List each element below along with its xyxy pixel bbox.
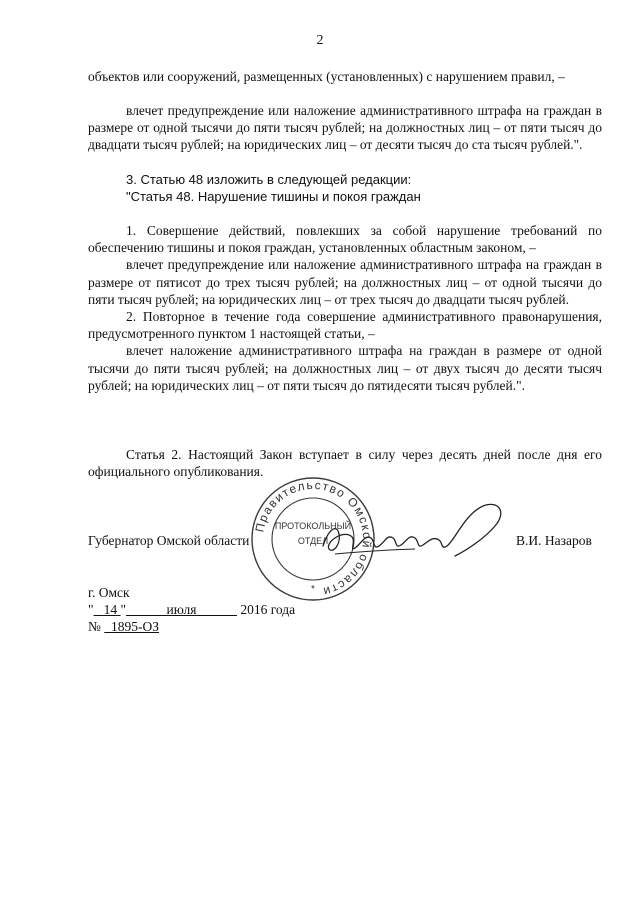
governor-name: В.И. Назаров bbox=[516, 533, 592, 548]
handwritten-signature bbox=[315, 494, 515, 569]
date-month bbox=[126, 602, 237, 617]
paragraph-7: 2. Повторное в течение года совершение административного правонарушения, предусмотренного пунктом 1 настоящей статьи, – bbox=[88, 309, 602, 342]
paragraph-1: объектов или сооружений, размещенных (установленных) с нарушением правил, – bbox=[88, 69, 565, 84]
governor-title: Губернатор Омской области bbox=[88, 533, 250, 548]
paragraph-3: 3. Статью 48 изложить в следующей редакции: bbox=[126, 172, 412, 187]
stamp-ring-text: Правительство Омской области bbox=[252, 477, 375, 600]
date-quote-open: " bbox=[88, 602, 94, 617]
article-2-paragraph: Статья 2. Настоящий Закон вступает в силу через десять дней после дня его официального опубликования. bbox=[88, 447, 602, 480]
law-number-value bbox=[104, 619, 159, 634]
penalty-block-1 bbox=[88, 102, 602, 154]
article-48-heading: "Статья 48. Нарушение тишины и покоя граждан bbox=[126, 189, 421, 205]
stamp-center-line2: ОТДЕЛ bbox=[297, 536, 329, 546]
law-number-prefix: № bbox=[88, 619, 101, 634]
paragraph-6: влечет предупреждение или наложение административного штрафа на граждан в размере от пятисот до трех тысяч рублей; на должностных лиц – от одной тысячи до пяти тысяч рублей; на юридических лиц – от трех тысяч до двадцати тысяч рублей. bbox=[88, 257, 602, 307]
paragraph-2: влечет предупреждение или наложение административного штрафа на граждан в размере от одной тысячи до пяти тысяч рублей; на должностных лиц – от пяти тысяч до двадцати тысяч рублей; на юридических лиц – от десяти тысяч до ста тысяч рублей.". bbox=[88, 103, 602, 153]
stamp-star: * bbox=[311, 584, 315, 595]
signing-city: г. Омск bbox=[88, 585, 130, 600]
article-48-body bbox=[88, 222, 602, 394]
law-number-text: 1895-ОЗ bbox=[111, 619, 160, 634]
stamp-center-line1: ПРОТОКОЛЬНЫЙ bbox=[274, 521, 352, 531]
law-number bbox=[88, 618, 295, 635]
paragraph-8: влечет наложение административного штрафа на граждан в размере от одной тысячи до пяти тысяч рублей; на должностных лиц – от двух тысяч до десяти тысяч рублей; на юридических лиц – от пяти тысяч до пятидесяти тысяч рублей.". bbox=[88, 343, 602, 393]
paragraph-5: 1. Совершение действий, повлекших за собой нарушение требований по обеспечению тишины и покоя граждан, установленных областным законом, – bbox=[88, 223, 602, 256]
page-number: 2 bbox=[316, 33, 324, 48]
continuation-clause bbox=[88, 68, 602, 85]
date-quote-close: " bbox=[120, 602, 127, 617]
amendment-block bbox=[88, 171, 602, 205]
signing-details bbox=[88, 584, 295, 635]
date-year: 2016 года bbox=[240, 602, 296, 617]
signing-date bbox=[88, 601, 295, 618]
date-month-value: июля bbox=[166, 602, 197, 617]
date-day bbox=[94, 602, 121, 617]
date-day-value: 14 bbox=[103, 602, 118, 617]
